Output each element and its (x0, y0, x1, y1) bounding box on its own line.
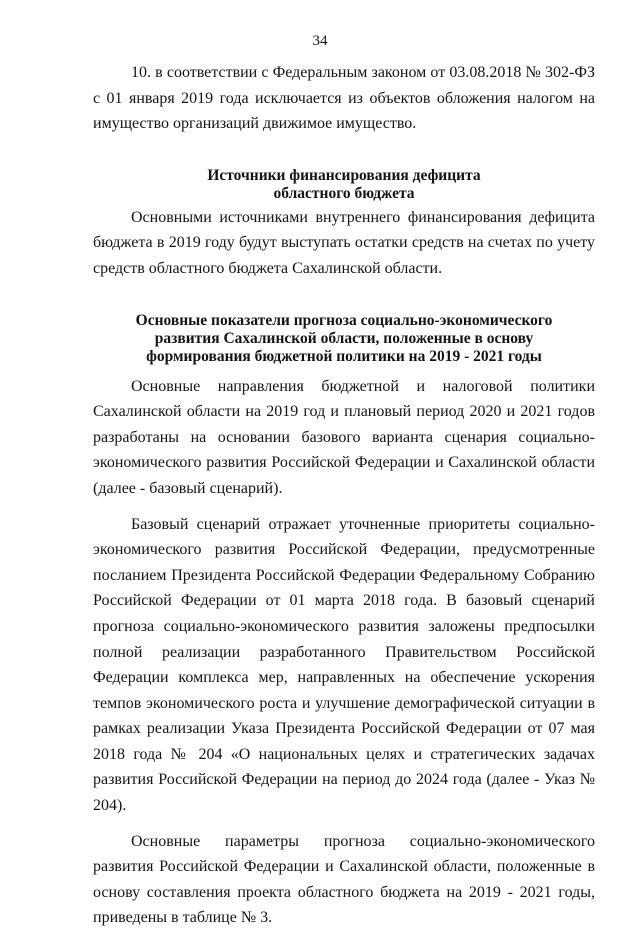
heading-deficit-financing (93, 167, 595, 203)
heading-line: формирования бюджетной политики на 2019 - 2021 годы (146, 347, 542, 365)
paragraph-forecast-parameters: Основные параметры прогноза социально-экономического развития Российской Федерации и Сахалинской области, положенные в основу составления проекта областного бюджета на 2019 - 2021 годы, приведены в таблице № 3. (93, 832, 595, 927)
paragraph-deficit-sources: Основными источниками внутреннего финансирования дефицита бюджета в 2019 году будут выступать остатки средств на счетах по учету средств областного бюджета Сахалинской области. (93, 208, 595, 277)
heading-line: областного бюджета (273, 184, 415, 202)
paragraph-policy-directions: Основные направления бюджетной и налоговой политики Сахалинской области на 2019 год и плановый период 2020 и 2021 годов разработаны на основании базового варианта сценария социально-экономического развития Российской Федерации и Сахалинской области (далее - базовый сценарий). (93, 377, 595, 497)
page-number: 34 (312, 33, 328, 49)
paragraph-property-tax: 10. в соответствии с Федеральным законом от 03.08.2018 № 302-ФЗ с 01 января 2019 года исключается из объектов обложения налогом на имущество организаций движимое имущество. (93, 64, 595, 133)
heading-line: развития Сахалинской области, положенные в основу (154, 329, 534, 347)
heading-forecast-indicators (93, 312, 595, 366)
page-content (93, 60, 595, 931)
paragraph-base-scenario: Базовый сценарий отражает уточненные приоритеты социально-экономического развития Российской Федерации, предусмотренные посланием Президента Российской Федерации Федеральному Собранию Российской Федерации от 01 марта 2018 года. В базовый сценарий прогноза социально-экономического развития заложены предпосылки полной реализации разработанного Правительством Российской Федерации комплекса мер, направленных на обеспечение ускорения темпов экономического роста и улучшение демографической ситуации в рамках реализации Указа Президента Российской Федерации от 07 мая 2018 года № 204 «О национальных целях и стратегических задачах развития Российской Федерации на период до 2024 года (далее - Указ № 204). (93, 515, 595, 815)
heading-line: Источники финансирования дефицита (207, 166, 481, 184)
heading-line: Основные показатели прогноза социально-экономического (135, 311, 553, 329)
